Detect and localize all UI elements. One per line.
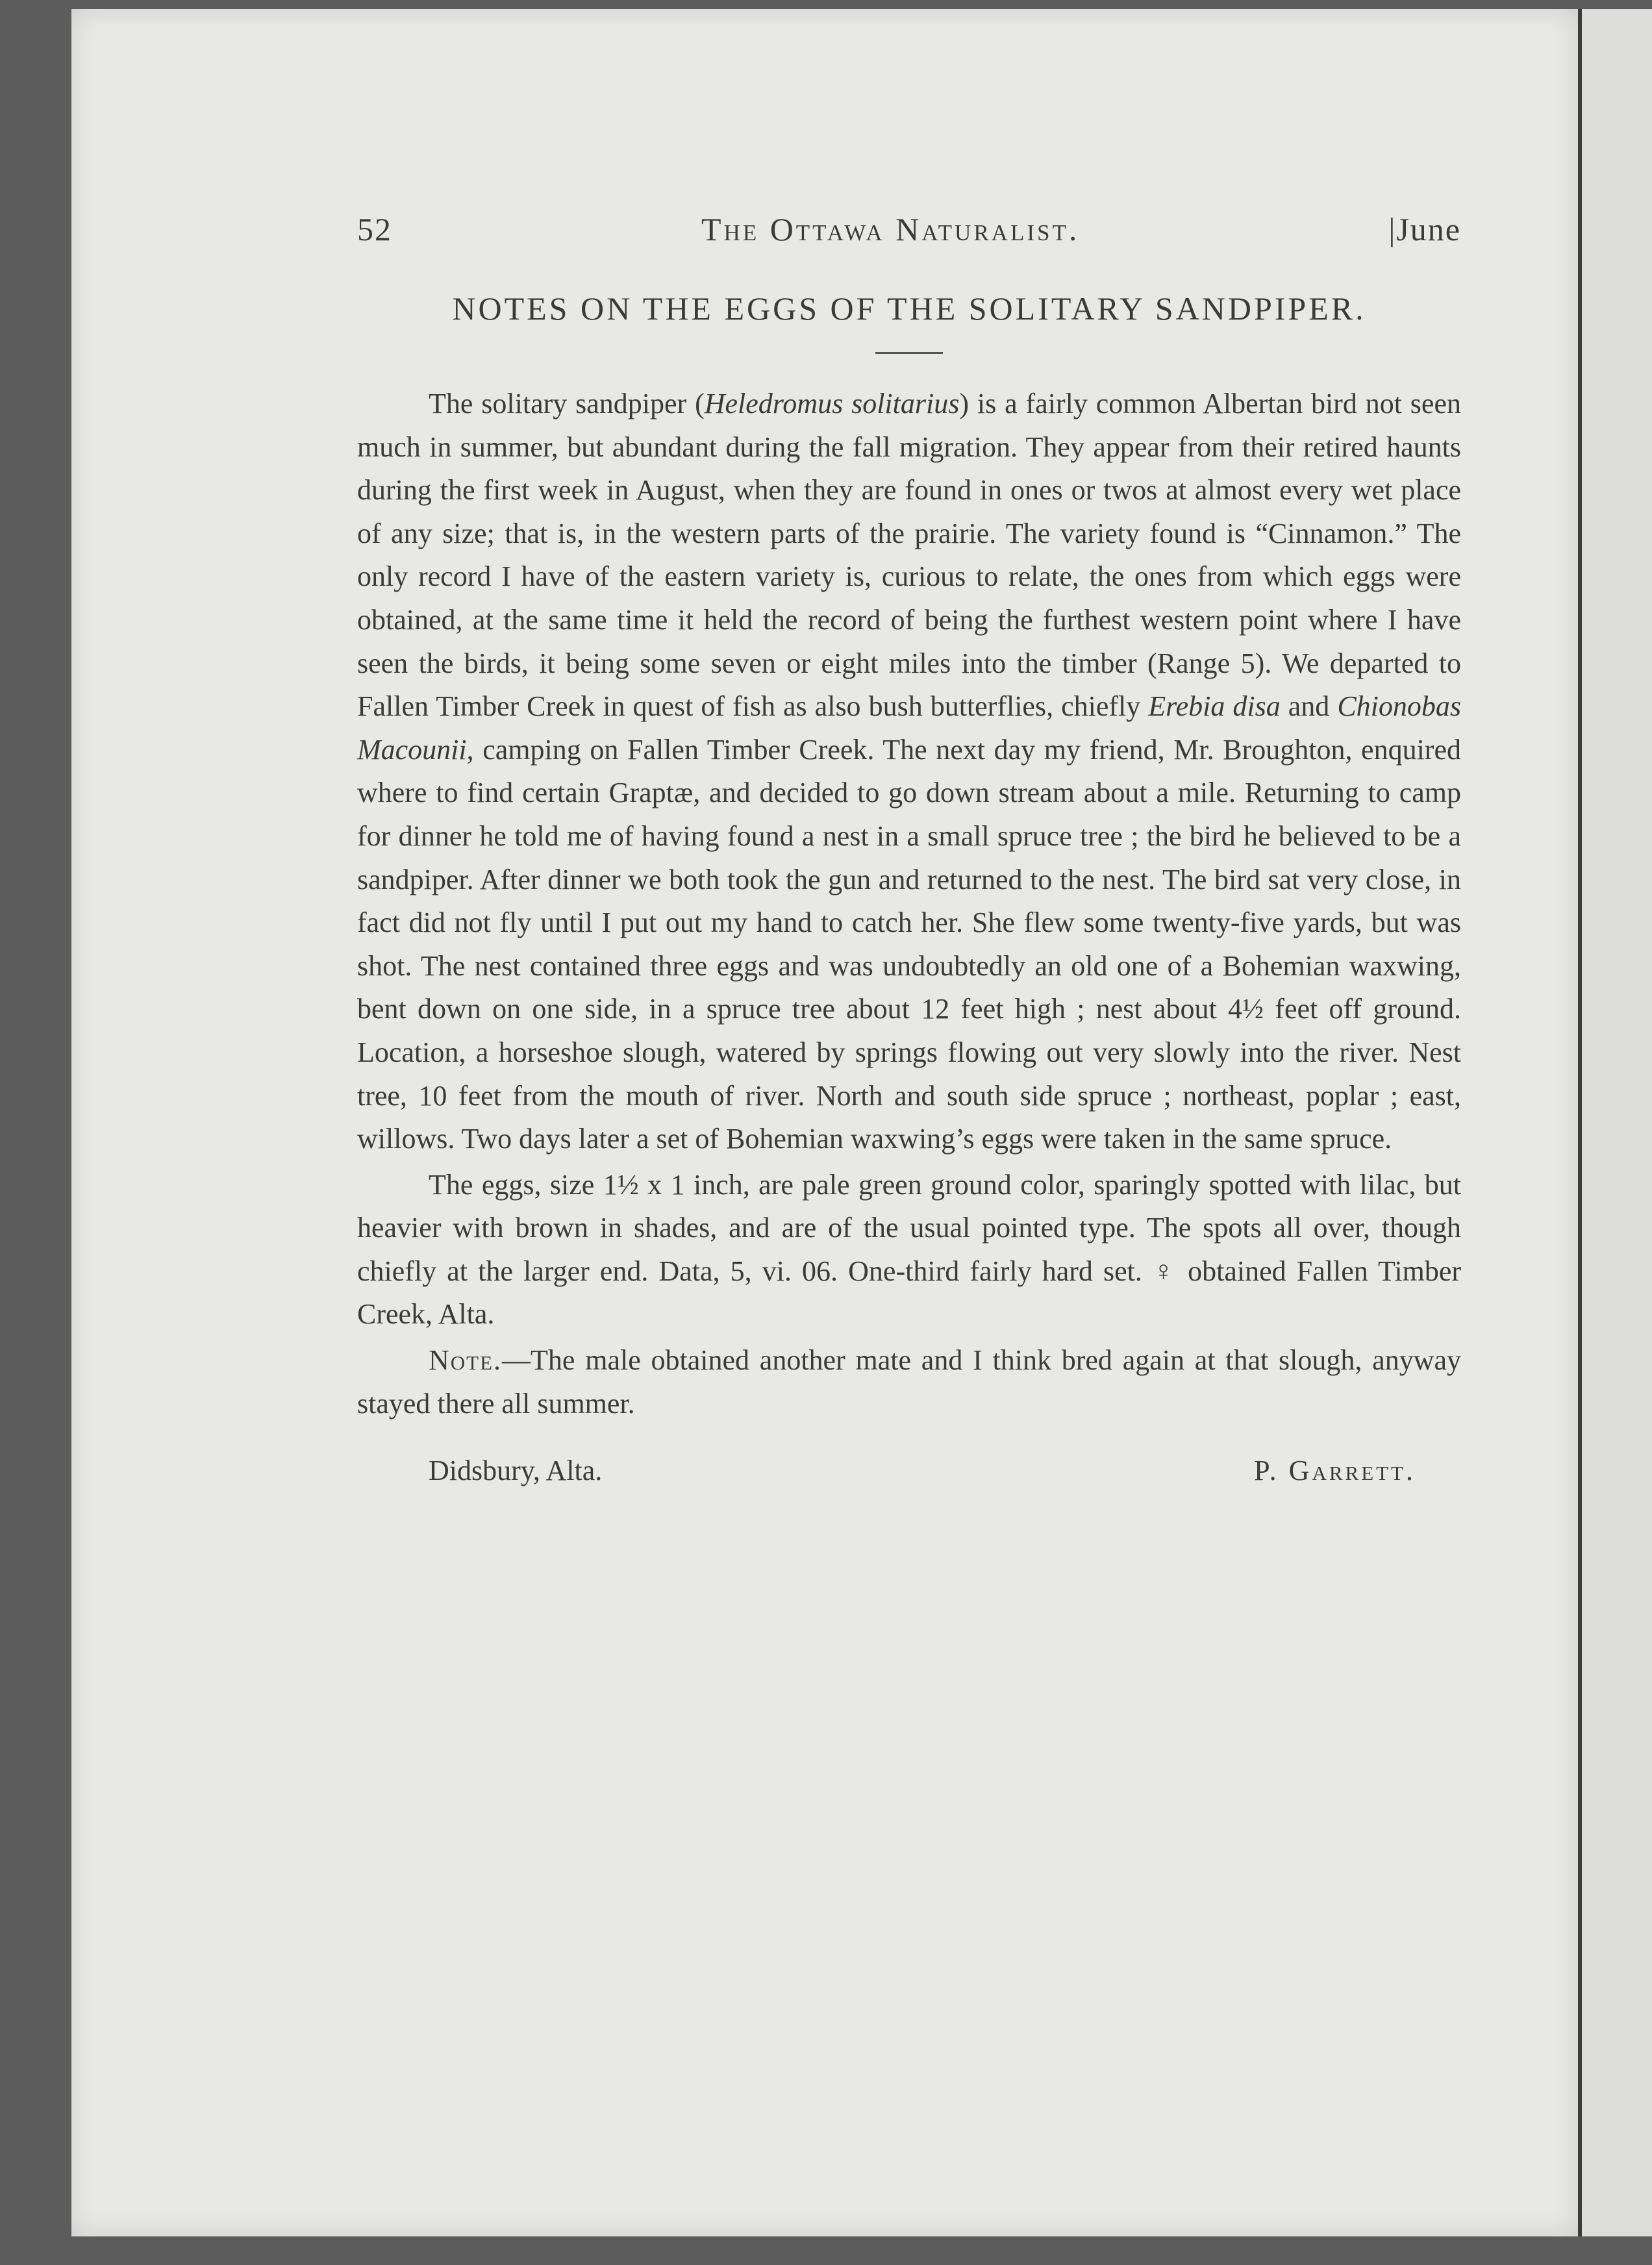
paragraph-1-text-d: , camping on Fallen Timber Creek. The next day my friend, Mr. Broughton, enquired where to find certain Graptæ, and decided to go down stream about a mile. Returning to camp for dinner he told me of having found a nest in a small spruce tree ; the bird he believed to be a sandpiper. After dinner we both took the gun and returned to the nest. The bird sat very close, in fact did not fly until I put out my hand to catch her. She flew some twenty-five yards, but was shot. The nest contained three eggs and was undoubtedly an old one of a Bohemian waxwing, bent down on one side, in a spruce tree about 12 feet high ; nest about 4½ feet off ground. Location, a horseshoe slough, watered by springs flowing out very slowly into the river. Nest tree, 10 feet from the mouth of river. North and south side spruce ; northeast, poplar ; east, willows. Two days later a set of Bohemian waxwing’s eggs were taken in the same spruce. — [357, 733, 1461, 1155]
adjacent-page-edge — [1578, 9, 1652, 2236]
title-rule — [875, 352, 943, 354]
paragraph-1-text-b: ) is a fairly common Albertan bird not seen much in summer, but abundant during the fall migration. They appear from their retired haunts during the first week in August, when they are found in ones or twos at almost every wet place of any size; that is, in the western parts of the prairie. The variety found is “Cinnamon.” The only record I have of the eastern variety is, curious to relate, the ones from which eggs were obtained, at the same time it held the record of being the furthest western point where I have seen the birds, it being some seven or eight miles into the timber (Range 5). We departed to Fallen Timber Creek in quest of fish as also bush butterflies, chiefly — [357, 388, 1461, 723]
note-label: Note. — [429, 1344, 503, 1377]
page-number: 52 — [357, 211, 392, 247]
species-name: Heledromus solitarius — [704, 388, 960, 419]
author: P. Garrett. — [1254, 1455, 1416, 1487]
article-title: NOTES ON THE EGGS OF THE SOLITARY SANDPIPER. — [452, 290, 1366, 327]
journal-page — [71, 9, 1578, 2236]
paragraph-1 — [357, 382, 1461, 1161]
paragraph-1-text-c: and — [1280, 690, 1338, 723]
journal-title: The Ottawa Naturalist. — [701, 211, 1080, 247]
issue-month: |June — [1388, 211, 1461, 247]
signature-line — [357, 1454, 1461, 1487]
text-block — [357, 210, 1461, 1487]
note-text: —The male obtained another mate and I think bred again at that slough, anyway stayed there all summer. — [357, 1344, 1461, 1420]
butterfly-name-2: Chionobas Macounii — [357, 690, 1462, 766]
place: Didsbury, Alta. — [429, 1455, 603, 1487]
note-paragraph — [357, 1339, 1461, 1425]
paragraph-2: The eggs, size 1½ x 1 inch, are pale green ground color, sparingly spotted with lilac, but heavier with brown in shades, and are of the usual pointed type. The spots all over, though chiefly at the larger end. Data, 5, vi. 06. One-third fairly hard set. ♀ obtained Fallen Timber Creek, Alta. — [357, 1168, 1461, 1331]
butterfly-name-1: Erebia disa — [1148, 690, 1281, 723]
running-head — [357, 210, 1461, 262]
paragraph-1-text-a: The solitary sandpiper ( — [429, 388, 705, 419]
